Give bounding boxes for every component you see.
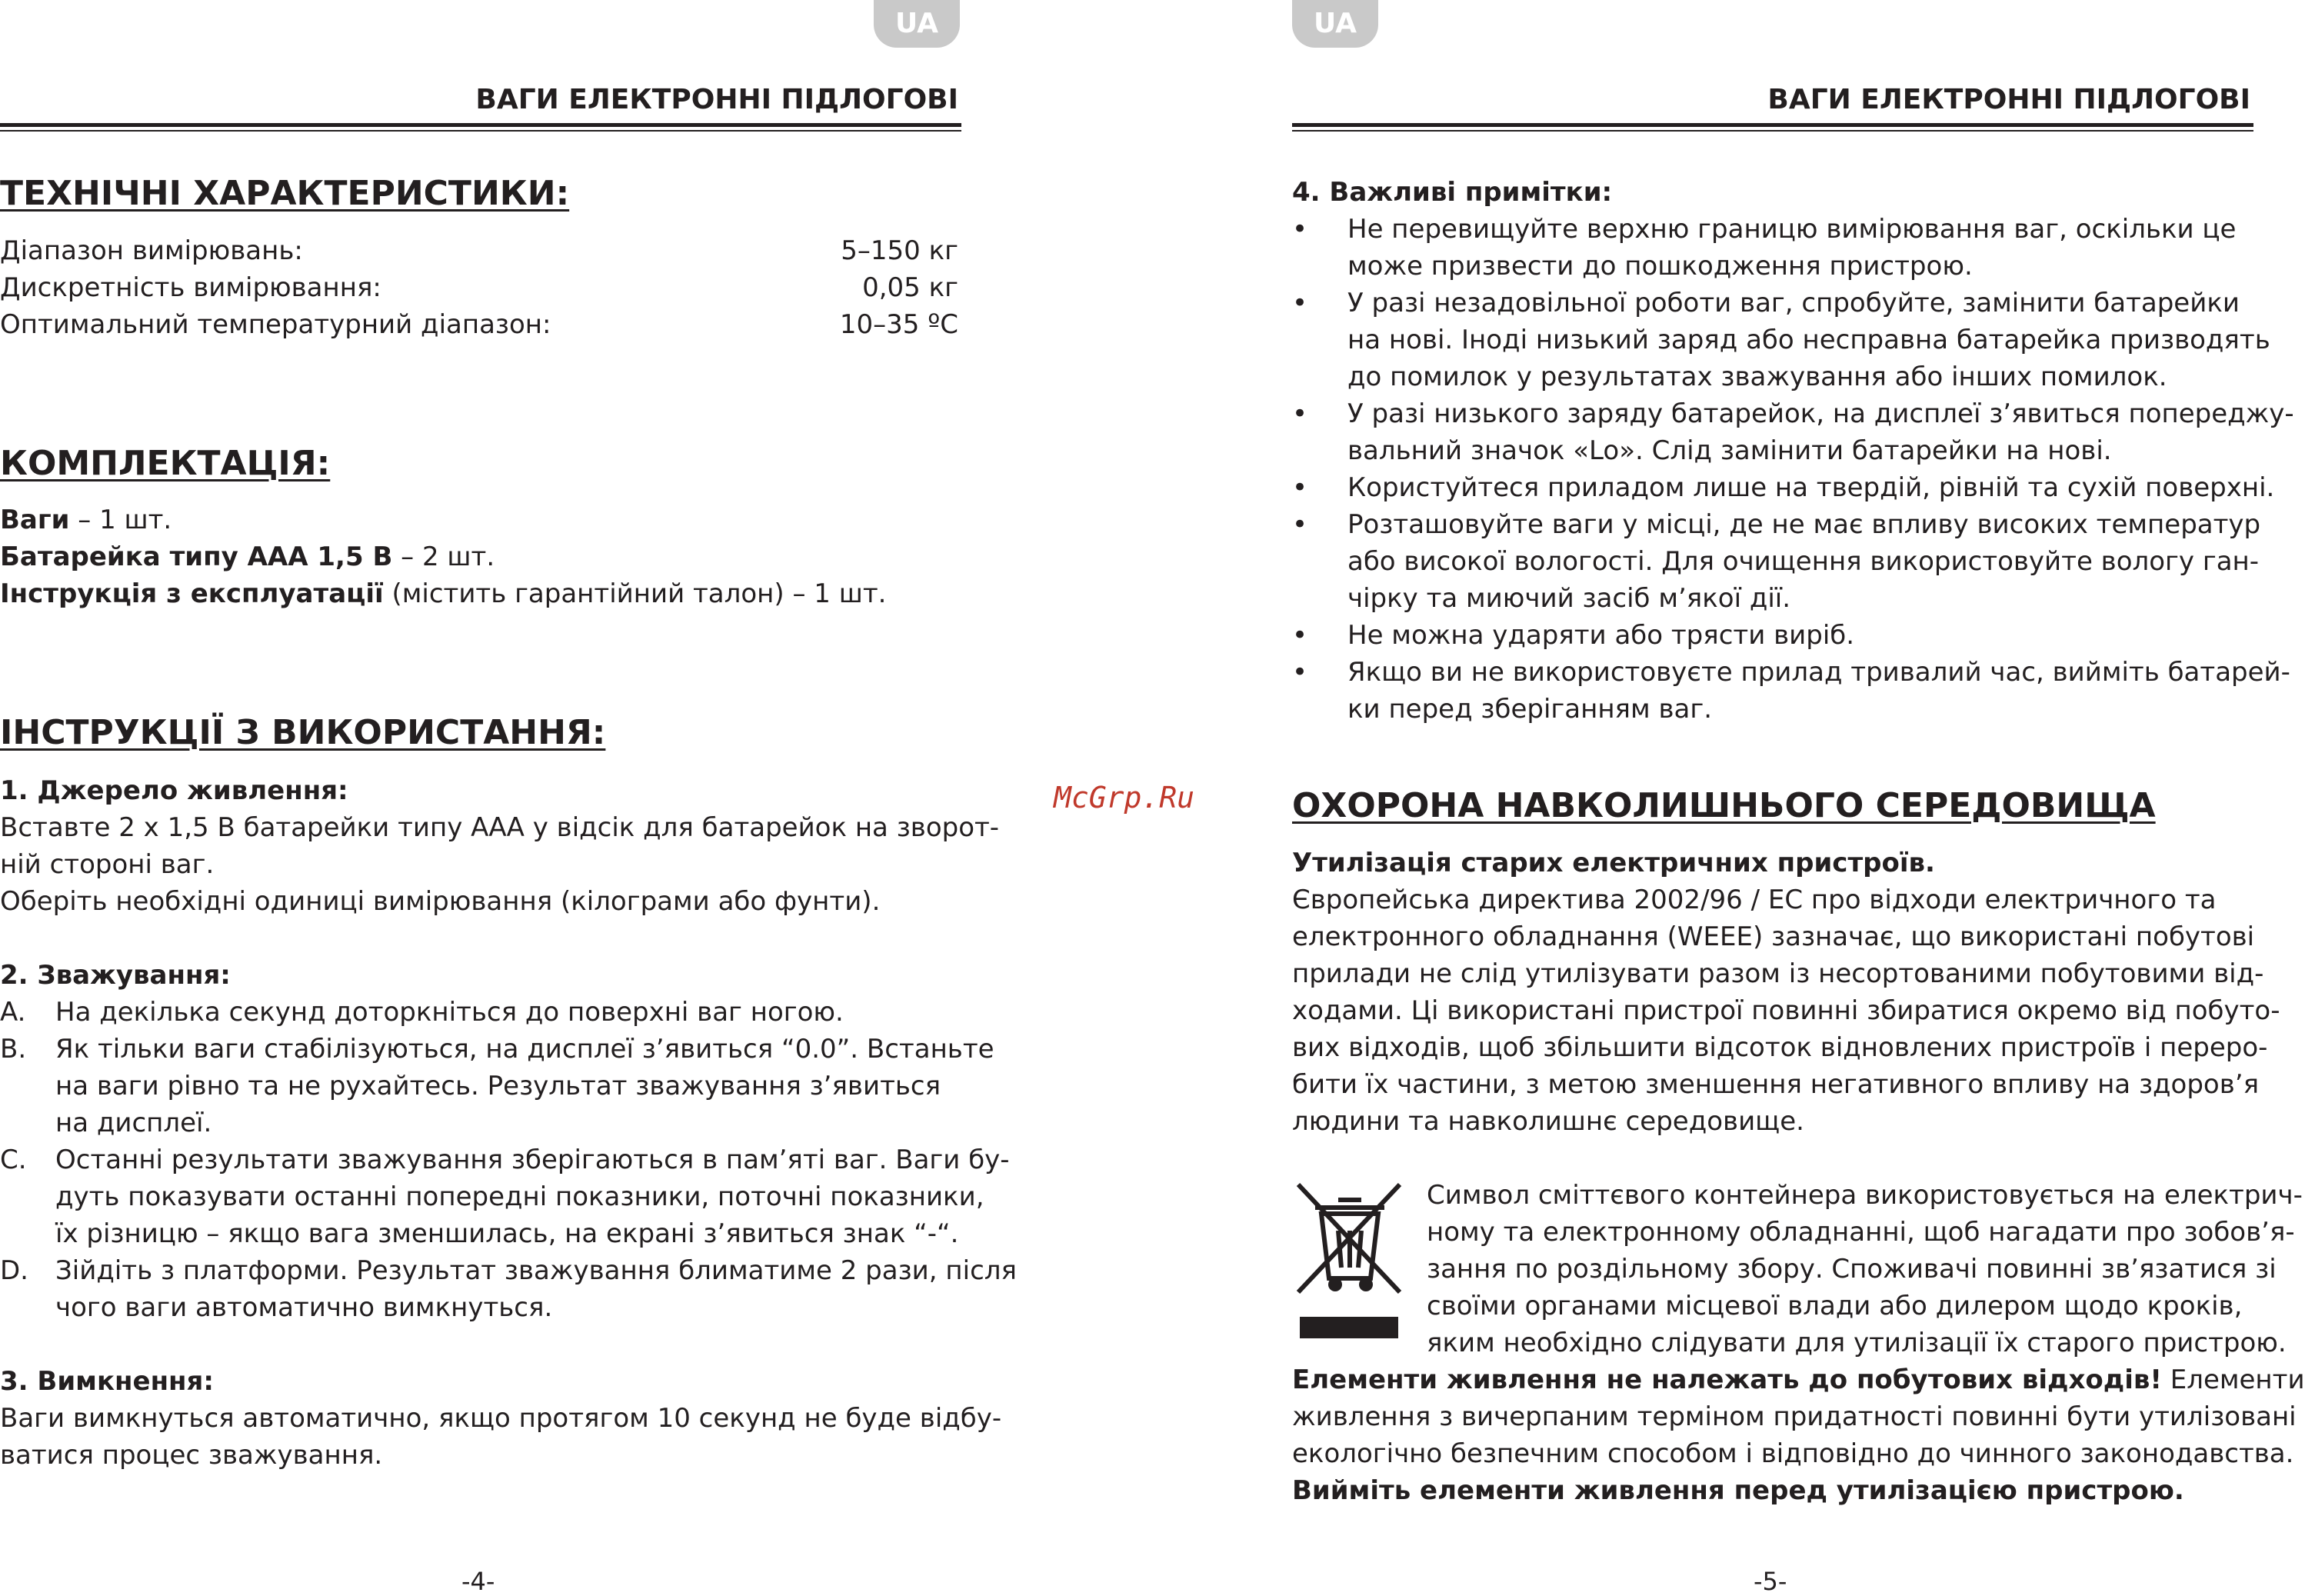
page-number: -5-: [1754, 1567, 1787, 1596]
off-heading: 3. Вимкнення:: [0, 1366, 214, 1397]
language-badge: UA: [1292, 0, 1378, 48]
notes-list: [1292, 211, 2294, 728]
list-item: • Якщо ви не використовуєте прилад тривалий час, вийміть батарей- ки перед зберіганням ваг.: [1292, 654, 2253, 728]
off-line: Ваги вимкнуться автоматично, якщо протягом 10 секунд не буде відбу-: [0, 1403, 1002, 1434]
package-item: Ваги – 1 шт.: [0, 505, 172, 535]
watermark-text: McGrp.Ru: [1054, 781, 1195, 815]
spec-value: 5–150 кг: [841, 235, 958, 266]
list-item: • Не можна ударяти або трясти виріб.: [1292, 617, 2253, 654]
spec-label: Діапазон вимірювань:: [0, 235, 303, 266]
page-number: -4-: [461, 1567, 495, 1596]
left-page: [0, 0, 1017, 1596]
specs-title: ТЕХНІЧНІ ХАРАКТЕРИСТИКИ:: [0, 174, 570, 213]
right-page: [1292, 0, 2305, 1596]
language-badge: UA: [874, 0, 960, 48]
list-item: D. Зійдіть з платформи. Результат зважування блиматиме 2 рази, після чого ваги автоматично вимкнуться.: [0, 1252, 961, 1326]
header-title: ВАГИ ЕЛЕКТРОННІ ПІДЛОГОВІ: [475, 84, 958, 115]
power-heading: 1. Джерело живлення:: [0, 775, 348, 806]
weighing-steps: [0, 994, 1017, 1326]
spec-row: [0, 232, 958, 269]
package-item: Батарейка типу ААА 1,5 В – 2 шт.: [0, 541, 495, 572]
list-item: C. Останні результати зважування зберігаються в пам’яті ваг. Ваги бу- дуть показувати останні попередні показники, поточні показники, їх різницю – якщо вага зменшилась, на екрані з’явиться знак “-“.: [0, 1141, 961, 1252]
step-marker: D.: [0, 1255, 28, 1286]
env-body: Утилізація старих електричних пристроїв. Європейська директива 2002/96 / EC про відходи електричного та електронного обладнання (WEEE) зазначає, що використані побутові прилади не слід утилізувати разом із несортованими побутовими від- ходами. Ці використані пристрої повинні збиратися окремо від побуто- вих відходів, щоб збільшити відсоток відновлених пристроїв і переро- бити їх частини, з метою зменшення негативного впливу на здоров’я людини та навколишнє середовище.: [1292, 845, 2253, 1140]
step-marker: C.: [0, 1145, 27, 1175]
spec-row: [0, 306, 958, 343]
power-line: Оберіть необхідні одиниці вимірювання (кілограми або фунти).: [0, 886, 881, 917]
off-line: ватися процес зважування.: [0, 1440, 383, 1471]
notes-heading: 4. Важливі примітки:: [1292, 177, 1613, 208]
spec-label: Дискретність вимірювання:: [0, 272, 381, 303]
package-item: Інструкція з експлуатації (містить гарантійний талон) – 1 шт.: [0, 578, 887, 609]
battery-disposal-text: Елементи живлення не належать до побутових відходів! Елементи живлення з вичерпаним терміном придатності повинні бути утилізовані екологічно безпечним способом і відповідно до чинного законодавства. Вийміть елементи живлення перед утилізацією пристрою.: [1292, 1361, 2253, 1509]
package-list: [0, 501, 886, 612]
spec-row: [0, 269, 958, 306]
env-subheading: Утилізація старих електричних пристроїв.: [1292, 848, 1935, 878]
spec-value: 0,05 кг: [862, 272, 958, 303]
step-marker: A.: [0, 997, 26, 1028]
specs-table: [0, 232, 958, 343]
header-title: ВАГИ ЕЛЕКТРОННІ ПІДЛОГОВІ: [1767, 84, 2250, 115]
header-divider: [0, 123, 961, 132]
usage-body: [0, 772, 1017, 1474]
bullet: •: [1292, 214, 1308, 245]
spec-value: 10–35 ºC: [839, 309, 958, 340]
list-item: • Користуйтеся приладом лише на твердій, рівній та сухій поверхні.: [1292, 469, 2253, 506]
package-title: КОМПЛЕКТАЦІЯ:: [0, 444, 331, 483]
bullet: •: [1292, 288, 1308, 318]
bullet: •: [1292, 472, 1308, 503]
list-item: • Не перевищуйте верхню границю вимірювання ваг, оскільки це може призвести до пошкодження пристрою.: [1292, 211, 2253, 285]
usage-title: ІНСТРУКЦІЇ З ВИКОРИСТАННЯ:: [0, 713, 606, 752]
list-item: B. Як тільки ваги стабілізуються, на дисплеї з’явиться “0.0”. Встаньте на ваги рівно та не рухайтесь. Результат зважування з’явиться на дисплеї.: [0, 1031, 961, 1141]
final-warning: Вийміть елементи живлення перед утилізацією пристрою.: [1292, 1475, 2184, 1506]
bullet: •: [1292, 509, 1308, 540]
list-item: • У разі низького заряду батарейок, на дисплеї з’явиться попереджу- вальний значок «Lo». Слід замінити батарейки на нові.: [1292, 395, 2253, 469]
list-item: • Розташовуйте ваги у місці, де не має впливу високих температур або високої вологості. Для очищення використовуйте вологу ган- чірку та миючий засіб м’якої дії.: [1292, 506, 2253, 617]
power-line: ній стороні ваг.: [0, 849, 215, 880]
bullet: •: [1292, 657, 1308, 688]
crossed-out-wheelie-bin-icon: [1292, 1177, 1407, 1346]
list-item: • У разі незадовільної роботи ваг, спробуйте, замінити батарейки на нові. Іноді низький заряд або несправна батарейка призводять до помилок у результатах зважування або інших помилок.: [1292, 285, 2253, 395]
weighing-heading: 2. Зважування:: [0, 960, 231, 991]
notes-section: [1292, 174, 2294, 728]
step-marker: B.: [0, 1034, 27, 1065]
bullet: •: [1292, 398, 1308, 429]
power-line: Вставте 2 х 1,5 В батарейки типу ААА у відсік для батарейок на зворот-: [0, 812, 1000, 843]
spec-label: Оптимальний температурний діапазон:: [0, 309, 551, 340]
header-divider: [1292, 123, 2253, 132]
weee-symbol-text: Символ сміттєвого контейнера використовується на електрич- ному та електронному обладнанні, щоб нагадати про зобов’я- зання по роздільному збору. Споживачі повинні зв’язатися зі своїми органами місцевої влади або дилером щодо кроків, яким необхідно слідувати для утилізації їх старого пристрою.: [1427, 1180, 2303, 1358]
env-title: ОХОРОНА НАВКОЛИШНЬОГО СЕРЕДОВИЩА: [1292, 786, 2156, 825]
list-item: A. На декілька секунд доторкніться до поверхні ваг ногою.: [0, 994, 961, 1031]
bullet: •: [1292, 620, 1308, 651]
